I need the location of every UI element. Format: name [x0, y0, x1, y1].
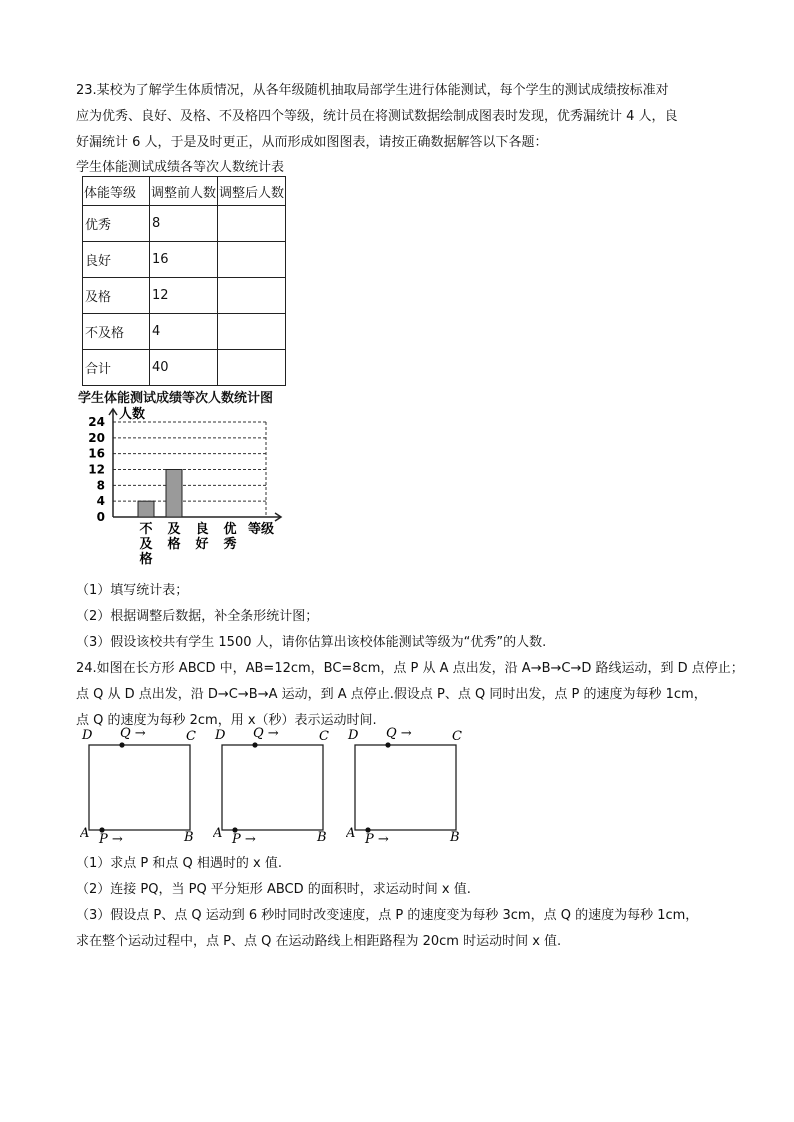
- bar-不及格: [138, 501, 154, 517]
- table-cell: 不及格: [83, 314, 150, 350]
- table-cell: 8: [150, 206, 218, 242]
- table-row: [83, 278, 286, 314]
- x-axis-label: 等级: [248, 522, 275, 537]
- table-cell: 合计: [83, 350, 150, 386]
- vertex-label-c: C: [319, 729, 329, 744]
- point-p-label: P →: [99, 832, 123, 845]
- y-tick-label: 16: [88, 446, 105, 461]
- table-header-cell: 调整前人数: [150, 177, 218, 206]
- x-category-label: 良: [195, 522, 209, 537]
- q23-sub3: （3）假设该校共有学生 1500 人，请你估算出该校体能测试等级为“优秀”的人数.: [76, 635, 547, 650]
- table-cell: [218, 350, 286, 386]
- point-q: [252, 742, 257, 747]
- x-category-label: 及: [167, 522, 181, 537]
- q23-intro-line2: 应为优秀、良好、及格、不及格四个等级，统计员在将测试数据绘制成图表时发现，优秀漏统计 4 人，良: [76, 109, 678, 124]
- q23-intro-line1: 23.某校为了解学生体质情况，从各年级随机抽取局部学生进行体能测试，每个学生的测试成绩按标准对: [76, 83, 669, 98]
- q24-sub1: （1）求点 P 和点 Q 相遇时的 x 值.: [76, 856, 282, 871]
- table-cell: 及格: [83, 278, 150, 314]
- bar-chart: [80, 404, 295, 569]
- table-title: 学生体能测试成绩各等次人数统计表: [76, 160, 285, 175]
- q24-sub3-line1: （3）假设点 P、点 Q 运动到 6 秒时同时改变速度，点 P 的速度变为每秒 3cm，点 Q 的速度为每秒 1cm，: [76, 908, 699, 923]
- y-axis-label: 人数: [119, 407, 146, 422]
- point-q: [119, 742, 124, 747]
- table-cell: [218, 314, 286, 350]
- chart-title: 学生体能测试成绩等次人数统计图: [78, 391, 274, 406]
- stats-table: [82, 176, 286, 386]
- rectangle-figure-3: [346, 725, 471, 845]
- table-cell: 4: [150, 314, 218, 350]
- x-category-label: 好: [195, 537, 209, 552]
- x-category-label: 格: [167, 537, 181, 552]
- y-tick-label: 0: [96, 510, 105, 524]
- table-cell: 16: [150, 242, 218, 278]
- vertex-label-a: A: [213, 826, 223, 841]
- vertex-label-b: B: [450, 830, 460, 845]
- vertex-label-c: C: [186, 729, 196, 744]
- x-category-label: 秀: [223, 537, 237, 552]
- rectangle-figure-1: [80, 725, 205, 845]
- y-tick-label: 20: [88, 430, 105, 445]
- point-p-label: P →: [365, 832, 389, 845]
- table-cell: 40: [150, 350, 218, 386]
- x-category-label: 格: [139, 552, 153, 567]
- vertex-label-d: D: [215, 728, 226, 743]
- q23-intro-line3: 好漏统计 6 人，于是及时更正，从而形成如图图表，请按正确数据解答以下各题：: [76, 135, 548, 150]
- table-cell: 12: [150, 278, 218, 314]
- rectangle-abcd: [355, 745, 456, 830]
- q23-sub2: （2）根据调整后数据，补全条形统计图；: [76, 609, 319, 624]
- rectangle-abcd: [222, 745, 323, 830]
- table-cell: [218, 278, 286, 314]
- table-header-cell: 体能等级: [83, 177, 150, 206]
- table-cell: 良好: [83, 242, 150, 278]
- vertex-label-b: B: [184, 830, 194, 845]
- y-tick-label: 24: [88, 415, 105, 429]
- x-category-label: 不: [139, 522, 153, 537]
- vertex-label-a: A: [80, 826, 90, 841]
- rectangle-abcd: [89, 745, 190, 830]
- table-cell: [218, 242, 286, 278]
- table-row: [83, 350, 286, 386]
- y-tick-label: 4: [96, 494, 105, 509]
- x-category-label: 优: [223, 522, 237, 537]
- q24-intro-line2: 点 Q 从 D 点出发，沿 D→C→B→A 运动，到 A 点停止.假设点 P、点 Q 同时出发，点 P 的速度为每秒 1cm，: [76, 687, 707, 702]
- point-q-label: Q →: [386, 726, 412, 741]
- x-category-label: 及: [139, 537, 153, 552]
- vertex-label-d: D: [82, 728, 93, 743]
- q24-sub2: （2）连接 PQ，当 PQ 平分矩形 ABCD 的面积时，求运动时间 x 值.: [76, 882, 471, 897]
- q24-intro-line3: 点 Q 的速度为每秒 2cm，用 x（秒）表示运动时间.: [76, 713, 377, 728]
- vertex-label-c: C: [452, 729, 462, 744]
- vertex-label-d: D: [348, 728, 359, 743]
- point-p-label: P →: [232, 832, 256, 845]
- q24-intro-line1: 24.如图在长方形 ABCD 中，AB=12cm，BC=8cm，点 P 从 A 点出发，沿 A→B→C→D 路线运动，到 D 点停止；: [76, 661, 744, 676]
- point-q: [385, 742, 390, 747]
- q23-sub1: （1）填写统计表；: [76, 583, 189, 598]
- table-header-row: [83, 177, 286, 206]
- vertex-label-b: B: [317, 830, 327, 845]
- vertex-label-a: A: [346, 826, 356, 841]
- point-q-label: Q →: [253, 726, 279, 741]
- y-tick-label: 8: [96, 478, 105, 493]
- table-header-cell: 调整后人数: [218, 177, 286, 206]
- rectangle-figure-2: [213, 725, 338, 845]
- point-q-label: Q →: [120, 726, 146, 741]
- q24-sub3-line2: 求在整个运动过程中，点 P、点 Q 在运动路线上相距路程为 20cm 时运动时间 x 值.: [76, 934, 562, 949]
- table-cell: 优秀: [83, 206, 150, 242]
- bar-及格: [166, 470, 182, 518]
- table-row: [83, 206, 286, 242]
- table-row: [83, 242, 286, 278]
- y-tick-label: 12: [88, 462, 105, 477]
- table-cell: [218, 206, 286, 242]
- table-row: [83, 314, 286, 350]
